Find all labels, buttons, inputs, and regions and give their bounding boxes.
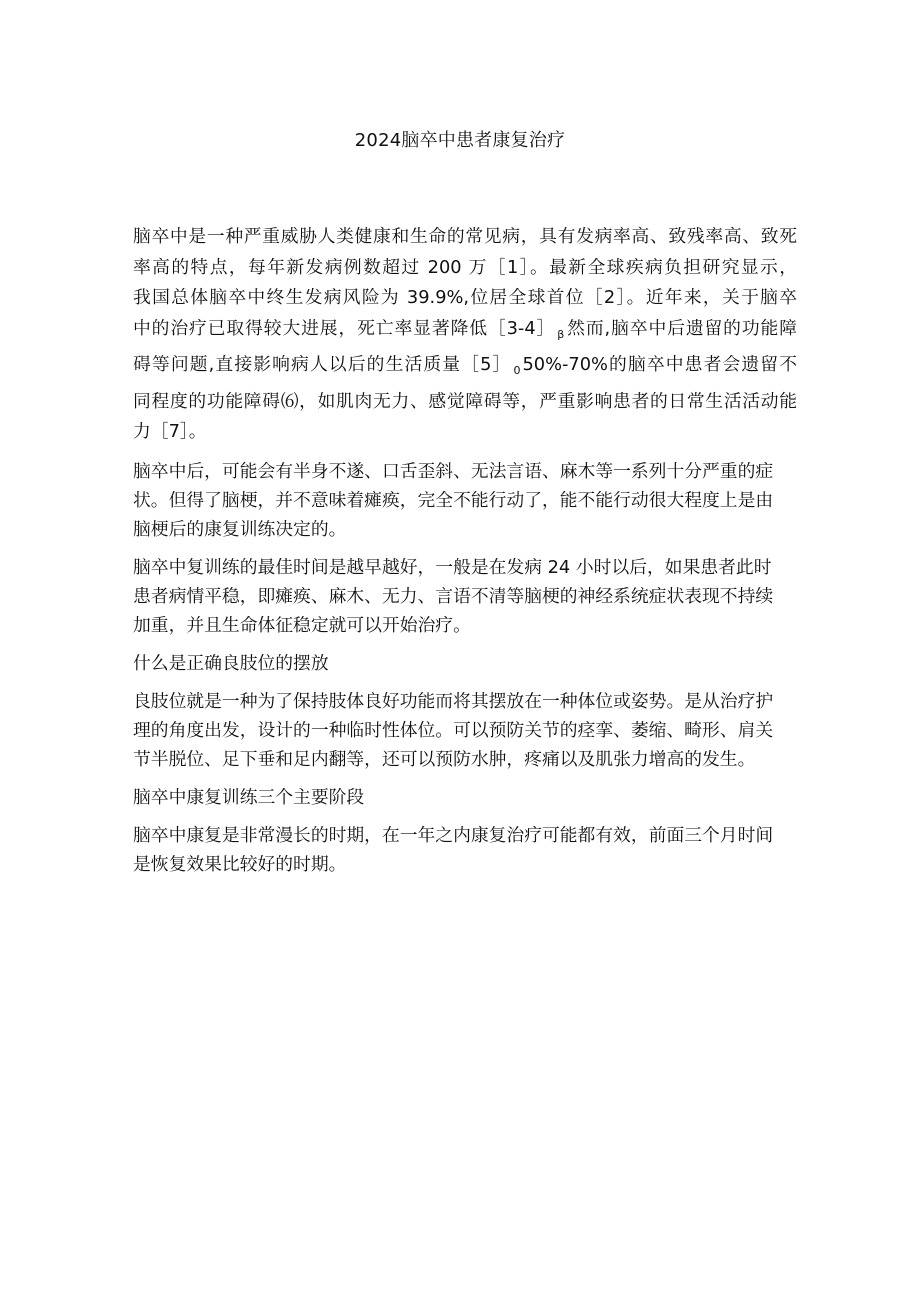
text-segment: 50%-70%的脑卒中患者会遗留不: [522, 354, 798, 375]
text-line: [133, 314, 797, 351]
section-heading: 脑卒中康复训练三个主要阶段: [133, 786, 365, 808]
text-line: 脑卒中是一种严重威胁人类健康和生命的常见病，具有发病率高、致残率高、致死: [133, 226, 797, 247]
text-line: [133, 350, 797, 387]
text-segment: 然而,脑卒中后遗留的功能障: [566, 317, 798, 339]
text-line: 我国总体脑卒中终生发病风险为 39.9%,位居全球首位［2］。近年来，关于脑卒: [133, 287, 797, 308]
text-line: 力［7］。: [133, 421, 207, 442]
text-segment: 碍等问题,直接影响病人以后的生活质量［5］: [133, 354, 512, 375]
text-line: 脑卒中后，可能会有半身不遂、口舌歪斜、无法言语、麻木等一系列十分严重的症: [133, 460, 774, 482]
subscript-mark: β: [557, 327, 565, 341]
text-line: 脑卒中康复是非常漫长的时期，在一年之内康复治疗可能都有效，前面三个月时间: [133, 824, 774, 846]
text-segment: 中的治疗已取得较大进展，死亡率显著降低［3-4］: [133, 317, 556, 339]
text-line: 理的角度出发，设计的一种临时性体位。可以预防关节的痉挛、萎缩、畸形、肩关: [133, 719, 774, 741]
text-line: 率高的特点，每年新发病例数超过 200 万［1］。最新全球疾病负担研究显示，: [133, 256, 797, 278]
text-line: 患者病情平稳，即瘫痪、麻木、无力、言语不清等脑梗的神经系统症状表现不持续: [133, 585, 774, 607]
text-line: 同程度的功能障碍⑹，如肌肉无力、感觉障碍等，严重影响患者的日常生活活动能: [133, 390, 797, 412]
text-line: 脑梗后的康复训练决定的。: [133, 518, 347, 540]
paragraph-positioning: [133, 687, 797, 774]
paragraph-intro: [133, 222, 797, 448]
text-line: 是恢复效果比较好的时期。: [133, 853, 347, 875]
document-title: 2024脑卒中患者康复治疗: [354, 130, 566, 151]
section-heading: 什么是正确良肢位的摆放: [133, 652, 329, 674]
document-body: [133, 222, 797, 888]
paragraph-timing: [133, 553, 797, 640]
subscript-mark: 0: [513, 364, 521, 377]
text-line: 节半脱位、足下垂和足内翻等，还可以预防水肿，疼痛以及肌张力增高的发生。: [133, 748, 756, 770]
paragraph-symptoms: [133, 457, 797, 544]
text-line: 良肢位就是一种为了保持肢体良好功能而将其摆放在一种体位或姿势。是从治疗护: [133, 690, 774, 712]
text-line: 加重，并且生命体征稳定就可以开始治疗。: [133, 614, 471, 636]
paragraph-stages: [133, 821, 797, 879]
text-line: 状。但得了脑梗，并不意味着瘫痪，完全不能行动了，能不能行动很大程度上是由: [133, 489, 774, 511]
text-line: 脑卒中复训练的最佳时间是越早越好，一般是在发病 24 小时以后，如果患者此时: [133, 556, 772, 578]
